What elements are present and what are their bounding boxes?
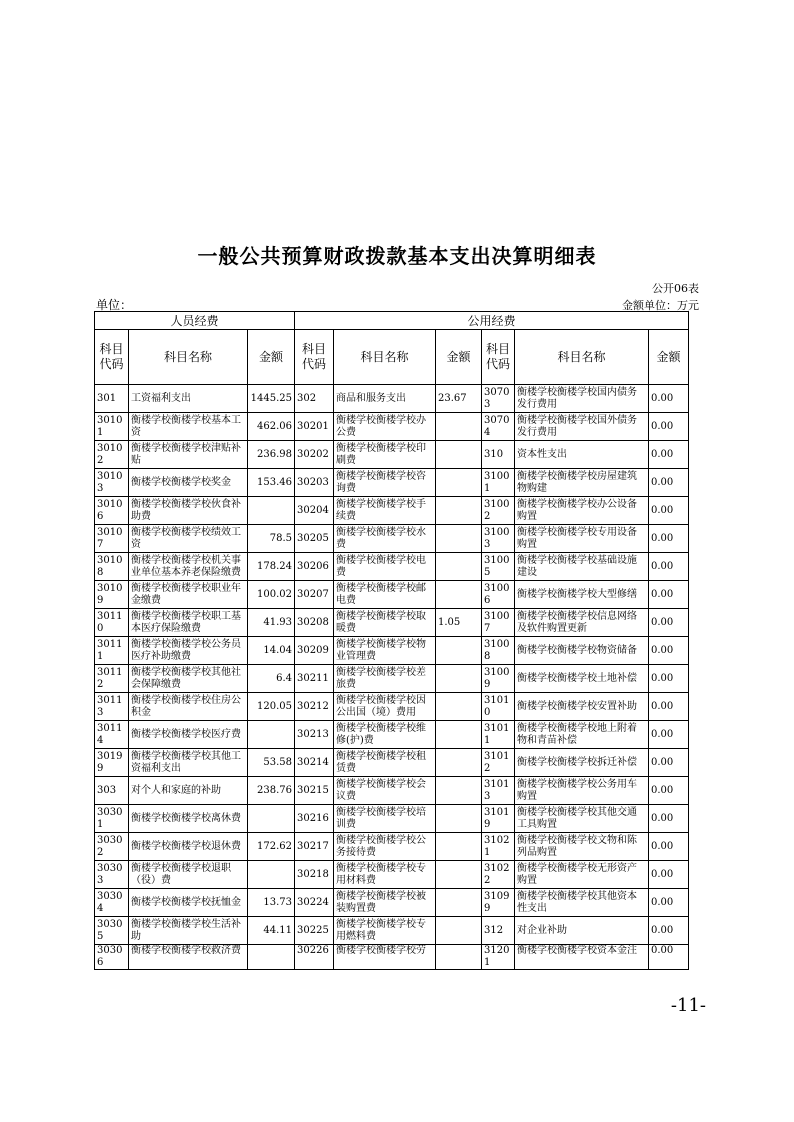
code-cell: 31006 — [482, 581, 515, 609]
amount-cell: 0.00 — [649, 609, 689, 637]
amount-cell: 0.00 — [649, 749, 689, 777]
amount-cell: 41.93 — [248, 609, 295, 637]
name-cell: 资本性支出 — [515, 441, 649, 469]
amount-cell — [436, 413, 482, 441]
amount-cell: 6.4 — [248, 665, 295, 693]
name-cell: 衡楼学校衡楼学校住房公积金 — [129, 693, 248, 721]
amount-cell — [436, 693, 482, 721]
amount-cell — [436, 805, 482, 833]
name-cell: 衡楼学校衡楼学校资本金注 — [515, 945, 649, 970]
table-row — [95, 721, 689, 749]
amount-cell: 0.00 — [649, 385, 689, 413]
code-cell: 30201 — [295, 413, 334, 441]
amount-cell: 23.67 — [436, 385, 482, 413]
name-cell: 衡楼学校衡楼学校抚恤金 — [129, 889, 248, 917]
amount-cell: 1.05 — [436, 609, 482, 637]
name-cell: 衡楼学校衡楼学校物资储备 — [515, 637, 649, 665]
header-code: 科目代码 — [95, 330, 129, 385]
code-cell: 30305 — [95, 917, 129, 945]
amount-cell — [436, 945, 482, 970]
amount-cell: 153.46 — [248, 469, 295, 497]
name-cell: 衡楼学校衡楼学校被装购置费 — [334, 889, 436, 917]
name-cell: 衡楼学校衡楼学校会议费 — [334, 777, 436, 805]
code-cell: 30111 — [95, 637, 129, 665]
table-row — [95, 777, 689, 805]
name-cell: 衡楼学校衡楼学校伙食补助费 — [129, 497, 248, 525]
amount-cell: 0.00 — [649, 581, 689, 609]
code-cell: 30216 — [295, 805, 334, 833]
table-row — [95, 805, 689, 833]
table-row — [95, 637, 689, 665]
name-cell: 衡楼学校衡楼学校电费 — [334, 553, 436, 581]
amount-cell: 78.5 — [248, 525, 295, 553]
code-cell: 303 — [95, 777, 129, 805]
amount-cell — [436, 525, 482, 553]
table-row — [95, 413, 689, 441]
name-cell: 衡楼学校衡楼学校津贴补贴 — [129, 441, 248, 469]
header-amount: 金额 — [436, 330, 482, 385]
name-cell: 衡楼学校衡楼学校基本工资 — [129, 413, 248, 441]
name-cell: 衡楼学校衡楼学校信息网络及软件购置更新 — [515, 609, 649, 637]
name-cell: 衡楼学校衡楼学校专用设备购置 — [515, 525, 649, 553]
amount-cell: 0.00 — [649, 721, 689, 749]
code-cell: 30106 — [95, 497, 129, 525]
name-cell: 衡楼学校衡楼学校绩效工资 — [129, 525, 248, 553]
table-row — [95, 917, 689, 945]
code-cell: 310 — [482, 441, 515, 469]
code-cell: 31001 — [482, 469, 515, 497]
header-name: 科目名称 — [334, 330, 436, 385]
code-cell: 31002 — [482, 497, 515, 525]
name-cell: 衡楼学校衡楼学校救济费 — [129, 945, 248, 970]
amount-cell: 1445.25 — [248, 385, 295, 413]
amount-cell — [436, 497, 482, 525]
code-cell: 30113 — [95, 693, 129, 721]
amount-cell: 44.11 — [248, 917, 295, 945]
table-row — [95, 525, 689, 553]
amount-cell: 0.00 — [649, 469, 689, 497]
code-cell: 30217 — [295, 833, 334, 861]
page-number: -11- — [670, 995, 706, 1016]
name-cell: 衡楼学校衡楼学校邮电费 — [334, 581, 436, 609]
amount-cell: 53.58 — [248, 749, 295, 777]
code-cell: 31011 — [482, 721, 515, 749]
name-cell: 衡楼学校衡楼学校劳 — [334, 945, 436, 970]
name-cell: 衡楼学校衡楼学校因公出国（境）费用 — [334, 693, 436, 721]
name-cell: 衡楼学校衡楼学校租赁费 — [334, 749, 436, 777]
code-cell: 30206 — [295, 553, 334, 581]
code-cell: 30205 — [295, 525, 334, 553]
name-cell: 衡楼学校衡楼学校安置补助 — [515, 693, 649, 721]
code-cell: 30209 — [295, 637, 334, 665]
code-cell: 30199 — [95, 749, 129, 777]
amount-cell — [436, 441, 482, 469]
code-cell: 30301 — [95, 805, 129, 833]
amount-cell: 0.00 — [649, 805, 689, 833]
table-row — [95, 385, 689, 413]
header-amount: 金额 — [248, 330, 295, 385]
code-cell: 31022 — [482, 861, 515, 889]
amount-unit-label: 金额单位：万元 — [622, 299, 699, 312]
table-row — [95, 497, 689, 525]
code-cell: 302 — [295, 385, 334, 413]
code-cell: 30114 — [95, 721, 129, 749]
page-title: 一般公共预算财政拨款基本支出决算明细表 — [197, 244, 597, 268]
name-cell: 衡楼学校衡楼学校地上附着物和青苗补偿 — [515, 721, 649, 749]
code-cell: 30212 — [295, 693, 334, 721]
amount-cell — [436, 469, 482, 497]
amount-cell: 100.02 — [248, 581, 295, 609]
name-cell: 衡楼学校衡楼学校维修(护)费 — [334, 721, 436, 749]
code-cell: 30107 — [95, 525, 129, 553]
header-code: 科目代码 — [482, 330, 515, 385]
expenditure-table — [94, 311, 689, 970]
name-cell: 衡楼学校衡楼学校国外债务发行费用 — [515, 413, 649, 441]
amount-cell: 0.00 — [649, 497, 689, 525]
amount-cell: 0.00 — [649, 525, 689, 553]
amount-cell: 0.00 — [649, 637, 689, 665]
unit-label: 单位： — [96, 298, 133, 312]
code-cell: 30225 — [295, 917, 334, 945]
code-cell: 31013 — [482, 777, 515, 805]
table-row — [95, 665, 689, 693]
name-cell: 衡楼学校衡楼学校差旅费 — [334, 665, 436, 693]
name-cell: 衡楼学校衡楼学校基础设施建设 — [515, 553, 649, 581]
name-cell: 商品和服务支出 — [334, 385, 436, 413]
name-cell: 衡楼学校衡楼学校退职（役）费 — [129, 861, 248, 889]
name-cell: 衡楼学校衡楼学校办公设备购置 — [515, 497, 649, 525]
amount-cell: 236.98 — [248, 441, 295, 469]
table-row — [95, 553, 689, 581]
amount-cell: 120.05 — [248, 693, 295, 721]
amount-cell: 0.00 — [649, 441, 689, 469]
header-name: 科目名称 — [515, 330, 649, 385]
code-cell: 31099 — [482, 889, 515, 917]
table-row — [95, 861, 689, 889]
table-row — [95, 833, 689, 861]
name-cell: 衡楼学校衡楼学校专用燃料费 — [334, 917, 436, 945]
name-cell: 衡楼学校衡楼学校职业年金缴费 — [129, 581, 248, 609]
amount-cell: 0.00 — [649, 917, 689, 945]
amount-cell: 0.00 — [649, 777, 689, 805]
code-cell: 30108 — [95, 553, 129, 581]
code-cell: 30704 — [482, 413, 515, 441]
table-row — [95, 889, 689, 917]
code-cell: 31005 — [482, 553, 515, 581]
amount-cell: 14.04 — [248, 637, 295, 665]
code-cell: 31010 — [482, 693, 515, 721]
name-cell: 衡楼学校衡楼学校公务接待费 — [334, 833, 436, 861]
name-cell: 衡楼学校衡楼学校职工基本医疗保险缴费 — [129, 609, 248, 637]
code-cell: 30214 — [295, 749, 334, 777]
name-cell: 衡楼学校衡楼学校办公费 — [334, 413, 436, 441]
code-cell: 30202 — [295, 441, 334, 469]
amount-cell — [436, 665, 482, 693]
code-cell: 30218 — [295, 861, 334, 889]
name-cell: 衡楼学校衡楼学校土地补偿 — [515, 665, 649, 693]
group-personnel: 人员经费 — [95, 312, 295, 330]
amount-cell: 238.76 — [248, 777, 295, 805]
code-cell: 31201 — [482, 945, 515, 970]
name-cell: 衡楼学校衡楼学校离休费 — [129, 805, 248, 833]
name-cell: 衡楼学校衡楼学校文物和陈列品购置 — [515, 833, 649, 861]
amount-cell: 178.24 — [248, 553, 295, 581]
header-name: 科目名称 — [129, 330, 248, 385]
name-cell: 衡楼学校衡楼学校其他社会保障缴费 — [129, 665, 248, 693]
table-row — [95, 441, 689, 469]
amount-cell: 0.00 — [649, 861, 689, 889]
name-cell: 衡楼学校衡楼学校机关事业单位基本养老保险缴费 — [129, 553, 248, 581]
table-row — [95, 693, 689, 721]
name-cell: 衡楼学校衡楼学校公务用车购置 — [515, 777, 649, 805]
code-cell: 30304 — [95, 889, 129, 917]
name-cell: 衡楼学校衡楼学校水费 — [334, 525, 436, 553]
name-cell: 衡楼学校衡楼学校房屋建筑物购建 — [515, 469, 649, 497]
code-cell: 312 — [482, 917, 515, 945]
amount-cell — [248, 805, 295, 833]
code-cell: 31021 — [482, 833, 515, 861]
name-cell: 衡楼学校衡楼学校物业管理费 — [334, 637, 436, 665]
amount-cell — [436, 833, 482, 861]
amount-cell: 0.00 — [649, 665, 689, 693]
amount-cell: 0.00 — [649, 693, 689, 721]
code-cell: 31008 — [482, 637, 515, 665]
code-cell: 30306 — [95, 945, 129, 970]
amount-cell — [436, 553, 482, 581]
code-cell: 30103 — [95, 469, 129, 497]
name-cell: 衡楼学校衡楼学校印刷费 — [334, 441, 436, 469]
amount-cell: 0.00 — [649, 553, 689, 581]
column-header-row — [95, 330, 689, 385]
name-cell: 对企业补助 — [515, 917, 649, 945]
code-cell: 30207 — [295, 581, 334, 609]
table-row — [95, 581, 689, 609]
table-row — [95, 609, 689, 637]
code-cell: 30302 — [95, 833, 129, 861]
code-cell: 31012 — [482, 749, 515, 777]
header-code: 科目代码 — [295, 330, 334, 385]
amount-cell — [436, 721, 482, 749]
name-cell: 衡楼学校衡楼学校国内债务发行费用 — [515, 385, 649, 413]
name-cell: 衡楼学校衡楼学校其他资本性支出 — [515, 889, 649, 917]
amount-cell — [436, 637, 482, 665]
amount-cell — [248, 497, 295, 525]
name-cell: 衡楼学校衡楼学校大型修缮 — [515, 581, 649, 609]
name-cell: 衡楼学校衡楼学校医疗费 — [129, 721, 248, 749]
code-cell: 30109 — [95, 581, 129, 609]
code-cell: 30101 — [95, 413, 129, 441]
name-cell: 衡楼学校衡楼学校其他交通工具购置 — [515, 805, 649, 833]
code-cell: 31009 — [482, 665, 515, 693]
amount-cell — [436, 777, 482, 805]
name-cell: 衡楼学校衡楼学校专用材料费 — [334, 861, 436, 889]
code-cell: 31003 — [482, 525, 515, 553]
code-cell: 30215 — [295, 777, 334, 805]
amount-cell — [436, 581, 482, 609]
code-cell: 30224 — [295, 889, 334, 917]
amount-cell — [436, 749, 482, 777]
code-cell: 30204 — [295, 497, 334, 525]
name-cell: 对个人和家庭的补助 — [129, 777, 248, 805]
code-cell: 30110 — [95, 609, 129, 637]
name-cell: 衡楼学校衡楼学校取暖费 — [334, 609, 436, 637]
name-cell: 衡楼学校衡楼学校拆迁补偿 — [515, 749, 649, 777]
code-cell: 30203 — [295, 469, 334, 497]
amount-cell — [248, 721, 295, 749]
amount-cell — [436, 917, 482, 945]
name-cell: 衡楼学校衡楼学校手续费 — [334, 497, 436, 525]
code-cell: 30211 — [295, 665, 334, 693]
table-row — [95, 469, 689, 497]
code-cell: 31007 — [482, 609, 515, 637]
table-row — [95, 749, 689, 777]
form-number: 公开06表 — [652, 282, 699, 295]
code-cell: 301 — [95, 385, 129, 413]
amount-cell: 0.00 — [649, 945, 689, 970]
name-cell: 衡楼学校衡楼学校其他工资福利支出 — [129, 749, 248, 777]
amount-cell — [248, 861, 295, 889]
name-cell: 衡楼学校衡楼学校无形资产购置 — [515, 861, 649, 889]
name-cell: 工资福利支出 — [129, 385, 248, 413]
code-cell: 30703 — [482, 385, 515, 413]
name-cell: 衡楼学校衡楼学校奖金 — [129, 469, 248, 497]
name-cell: 衡楼学校衡楼学校咨询费 — [334, 469, 436, 497]
code-cell: 30102 — [95, 441, 129, 469]
name-cell: 衡楼学校衡楼学校退休费 — [129, 833, 248, 861]
header-amount: 金额 — [649, 330, 689, 385]
code-cell: 30213 — [295, 721, 334, 749]
amount-cell — [436, 861, 482, 889]
amount-cell — [248, 945, 295, 970]
code-cell: 31019 — [482, 805, 515, 833]
amount-cell: 0.00 — [649, 833, 689, 861]
group-public: 公用经费 — [295, 312, 689, 330]
amount-cell: 0.00 — [649, 889, 689, 917]
name-cell: 衡楼学校衡楼学校生活补助 — [129, 917, 248, 945]
name-cell: 衡楼学校衡楼学校培训费 — [334, 805, 436, 833]
code-cell: 30226 — [295, 945, 334, 970]
amount-cell: 462.06 — [248, 413, 295, 441]
code-cell: 30208 — [295, 609, 334, 637]
table-row — [95, 945, 689, 970]
amount-cell — [436, 889, 482, 917]
amount-cell: 0.00 — [649, 413, 689, 441]
code-cell: 30112 — [95, 665, 129, 693]
amount-cell: 172.62 — [248, 833, 295, 861]
amount-cell: 13.73 — [248, 889, 295, 917]
name-cell: 衡楼学校衡楼学校公务员医疗补助缴费 — [129, 637, 248, 665]
group-header-row — [95, 312, 689, 330]
code-cell: 30303 — [95, 861, 129, 889]
